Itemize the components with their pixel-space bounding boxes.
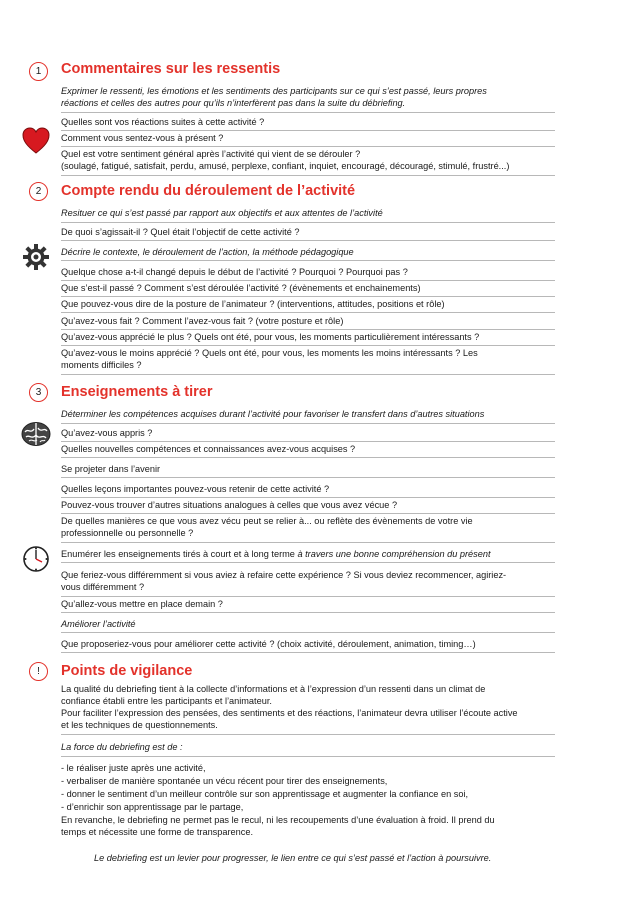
list-item: - donner le sentiment d’un meilleur contrôle sur son apprentissage et augmenter la confiance en soi, [61,789,469,799]
paragraph-line: confiance établi entre les participants et l’animateur. [61,696,272,706]
question-line: Quelles sont vos réactions suites à cette activité ? [61,117,265,127]
divider [61,345,555,346]
paragraph-line: et les techniques de questionnements. [61,720,218,730]
section-number-badge: 2 [29,182,48,201]
question-line: Quelles leçons importantes pouvez-vous retenir de cette activité ? [61,484,330,494]
divider [61,374,555,375]
divider [61,477,555,478]
divider [61,423,555,424]
question-line: Quelles nouvelles compétences et connaissances avez-vous acquises ? [61,444,356,454]
subheading: Améliorer l’activité [61,619,136,629]
closing-statement: Le debriefing est un levier pour progresser, le lien entre ce qui s’est passé et l’action à poursuivre. [94,853,492,863]
list-item: - le réaliser juste après une activité, [61,763,206,773]
divider [61,260,555,261]
section-number-badge: ! [29,662,48,681]
question-line: moments difficiles ? [61,360,142,370]
section-intro: Resituer ce qui s’est passé par rapport aux objectifs et aux attentes de l’activité [61,208,383,218]
question-line: Quel est votre sentiment général après l’activité qui vient de se dérouler ? [61,149,361,159]
divider [61,296,555,297]
question-line: vous différemment ? [61,582,145,592]
gear-icon [22,243,50,271]
question-line: Qu’avez-vous le moins apprécié ? Quels ont été, pour vous, les moments les moins intéressants ? Les [61,348,478,358]
divider [61,280,555,281]
list-item: - d’enrichir son apprentissage par le partage, [61,802,244,812]
section-title: Commentaires sur les ressentis [61,61,281,77]
question-line: Qu’allez-vous mettre en place demain ? [61,599,223,609]
section-title: Enseignements à tirer [61,384,213,400]
question-line: Pouvez-vous trouver d’autres situations analogues à celles que vous avez vécue ? [61,500,398,510]
divider [61,756,555,757]
divider [61,513,555,514]
paragraph-line: Pour faciliter l’expression des pensées, des sentiments et des réactions, l’animateur devra utiliser l’écoute active [61,708,518,718]
question-line: professionnelle ou personnelle ? [61,528,194,538]
section-intro: Déterminer les compétences acquises durant l’activité pour favoriser le transfert dans d’autres situations [61,409,485,419]
subheading: Se projeter dans l’avenir [61,464,161,474]
divider [61,130,555,131]
divider [61,240,555,241]
question-line: De quelles manières ce que vous avez vécu peut se relier à... ou reflète des évènements de votre vie [61,516,473,526]
divider [61,562,555,563]
list-item: - verbaliser de manière spontanée un vécu récent pour tirer des enseignements, [61,776,388,786]
divider [61,542,555,543]
divider [61,146,555,147]
section-number-badge: 1 [29,62,48,81]
brain-icon [20,420,52,448]
heart-icon [21,126,51,156]
divider [61,734,555,735]
divider [61,112,555,113]
divider [61,596,555,597]
question-line: Qu’avez-vous fait ? Comment l’avez-vous fait ? (votre posture et rôle) [61,316,344,326]
question-line: Comment vous sentez-vous à présent ? [61,133,224,143]
divider [61,612,555,613]
question-line: Qu’avez-vous appris ? [61,428,153,438]
question-line: Que pouvez-vous dire de la posture de l’animateur ? (interventions, attitudes, positions et rôle) [61,299,445,309]
divider [61,457,555,458]
clock-icon [22,545,50,573]
divider [61,175,555,176]
divider [61,632,555,633]
question-line: Qu’avez-vous apprécié le plus ? Quels ont été, pour vous, les moments particulièrement intéressants ? [61,332,480,342]
paragraph-line: La qualité du debriefing tient à la collecte d’informations et à l’expression d’un ressenti dans un climat de [61,684,486,694]
list-item: temps et nécessite une forme de transparence. [61,827,254,837]
section-title: Points de vigilance [61,663,193,679]
section-title: Compte rendu du déroulement de l’activité [61,183,356,199]
section-number-badge: 3 [29,383,48,402]
question-line: (soulagé, fatigué, satisfait, perdu, amusé, perplexe, confiant, inquiet, encouragé, découragé, stimulé, frustré...) [61,161,510,171]
question-line: Que s’est-il passé ? Comment s’est déroulée l’activité ? (évènements et enchainements) [61,283,421,293]
question-line: Que feriez-vous différemment si vous aviez à refaire cette expérience ? Si vous deviez recommencer, agiriez- [61,570,507,580]
divider [61,652,555,653]
section-intro-line: Exprimer le ressenti, les émotions et les sentiments des participants sur ce qui s’est passé, leurs propres [61,86,487,96]
subheading [61,548,561,560]
divider [61,497,555,498]
divider [61,222,555,223]
question-line: Que proposeriez-vous pour améliorer cette activité ? (choix activité, déroulement, animation, timing…) [61,639,476,649]
question-line: De quoi s’agissait-il ? Quel était l’objectif de cette activité ? [61,227,300,237]
question-line: Quelque chose a-t-il changé depuis le début de l’activité ? Pourquoi ? Pourquoi pas ? [61,267,408,277]
section-intro-line: réactions et celles des autres pour qu’ils n’interfèrent pas dans la suite du débriefing. [61,98,406,108]
divider [61,329,555,330]
subheading-normal: Enumérer les enseignements tirés à court et à long terme [61,549,298,559]
subheading: La force du debriefing est de : [61,742,183,752]
list-item: En revanche, le debriefing ne permet pas le recul, ni les recoupements d’une évaluation à froid. Il prend du [61,815,495,825]
subheading: Décrire le contexte, le déroulement de l’action, la méthode pédagogique [61,247,354,257]
divider [61,312,555,313]
divider [61,441,555,442]
subheading-italic: à travers une bonne compréhension du présent [297,549,491,559]
